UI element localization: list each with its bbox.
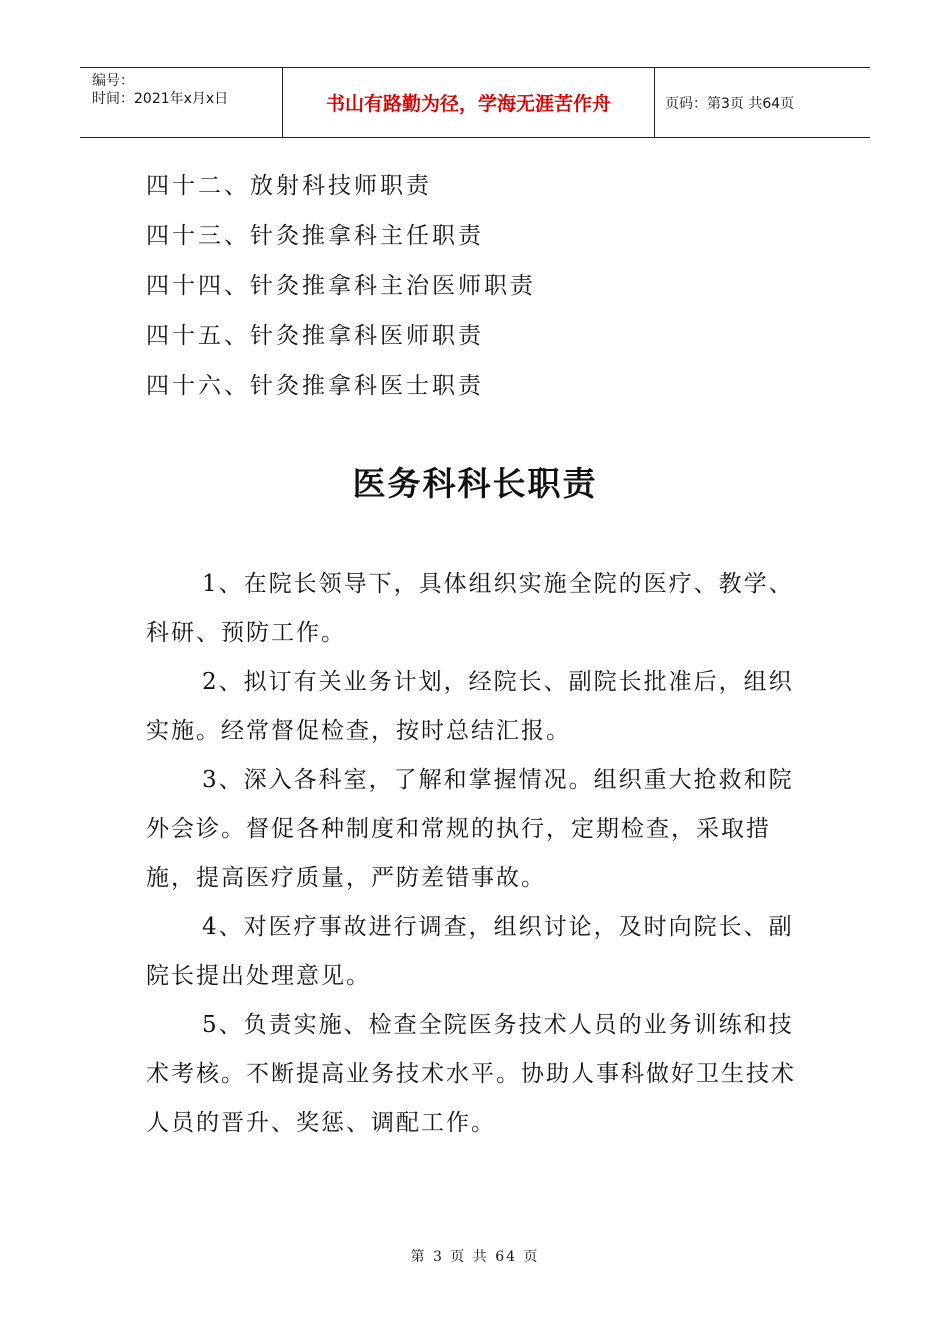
body-text (146, 560, 806, 1148)
header-motto: 书山有路勤为径，学海无涯苦作舟 (283, 68, 655, 137)
toc-item: 四十三、针灸推拿科主任职责 (146, 223, 484, 249)
header-page-info: 页码：第3页 共64页 (665, 95, 795, 112)
time-label: 时间：2021年x月x日 (92, 91, 229, 107)
page-footer: 第 3 页 共 64 页 (410, 1249, 540, 1265)
paragraph: 5、负责实施、检查全院医务技术人员的业务训练和技术考核。不断提高业务技术水平。协助人事科做好卫生技术人员的晋升、奖惩、调配工作。 (146, 1012, 796, 1136)
toc-item: 四十二、放射科技师职责 (146, 173, 432, 199)
toc-list (146, 164, 536, 414)
toc-item: 四十五、针灸推拿科医师职责 (146, 323, 484, 349)
paragraph: 4、对医疗事故进行调查，组织讨论，及时向院长、副院长提出处理意见。 (146, 914, 794, 989)
paragraph: 2、拟订有关业务计划，经院长、副院长批准后，组织实施。经常督促检查，按时总结汇报。 (146, 669, 794, 744)
section-title: 医务科科长职责 (352, 464, 598, 503)
paragraph: 3、深入各科室，了解和掌握情况。组织重大抢救和院外会诊。督促各种制度和常规的执行，定期检查，采取措施，提高医疗质量，严防差错事故。 (146, 767, 794, 891)
paragraph: 1、在院长领导下，具体组织实施全院的医疗、教学、科研、预防工作。 (146, 571, 794, 646)
page-header (80, 67, 870, 138)
toc-item: 四十四、针灸推拿科主治医师职责 (146, 273, 536, 299)
toc-item: 四十六、针灸推拿科医士职责 (146, 373, 484, 399)
header-meta (80, 68, 283, 137)
number-label: 编号： (92, 73, 134, 89)
